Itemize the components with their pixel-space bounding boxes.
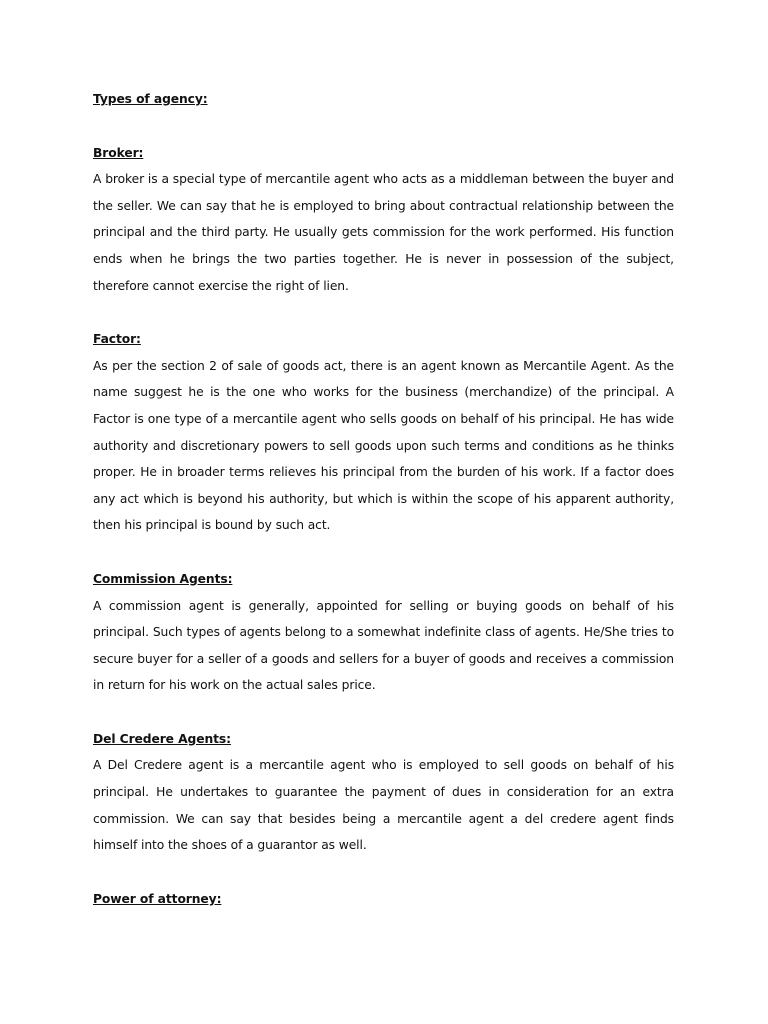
document-page (93, 86, 674, 939)
section-power-of-attorney (93, 886, 674, 913)
section-heading-del-credere-agents: Del Credere Agents: (93, 731, 231, 746)
section-body-factor: As per the section 2 of sale of goods act, there is an agent known as Mercantile Agent. As the name suggest he is the one who works for the business (merchandize) of the principal. A Factor is one type of a mercantile agent who sells goods on behalf of his principal. He has wide authority and discretionary powers to sell goods upon such terms and conditions as he thinks proper. He in broader terms relieves his principal from the burden of his work. If a factor does any act which is beyond his authority, but which is within the scope of his apparent authority, then his principal is bound by such act. (93, 358, 674, 533)
section-heading-factor: Factor: (93, 332, 141, 347)
section-broker (93, 140, 674, 300)
section-heading-commission-agents: Commission Agents: (93, 571, 233, 586)
section-commission-agents (93, 566, 674, 699)
section-heading-broker: Broker: (93, 145, 144, 160)
section-body-del-credere-agents: A Del Credere agent is a mercantile agent who is employed to sell goods on behalf of his principal. He undertakes to guarantee the payment of dues in consideration for an extra commission. We can say that besides being a mercantile agent a del credere agent finds himself into the shoes of a guarantor as well. (93, 758, 674, 853)
document-title: Types of agency: (93, 92, 208, 106)
section-body-commission-agents: A commission agent is generally, appointed for selling or buying goods on behalf of his principal. Such types of agents belong to a somewhat indefinite class of agents. He/She tries to secure buyer for a seller of a goods and sellers for a buyer of goods and receives a commission in return for his work on the actual sales price. (93, 598, 674, 693)
section-body-broker: A broker is a special type of mercantile agent who acts as a middleman between the buyer and the seller. We can say that he is employed to bring about contractual relationship between the principal and the third party. He usually gets commission for the work performed. His function ends when he brings the two parties together. He is never in possession of the subject, therefore cannot exercise the right of lien. (93, 172, 674, 293)
section-del-credere-agents (93, 726, 674, 859)
section-heading-power-of-attorney: Power of attorney: (93, 891, 222, 906)
section-factor (93, 326, 674, 539)
